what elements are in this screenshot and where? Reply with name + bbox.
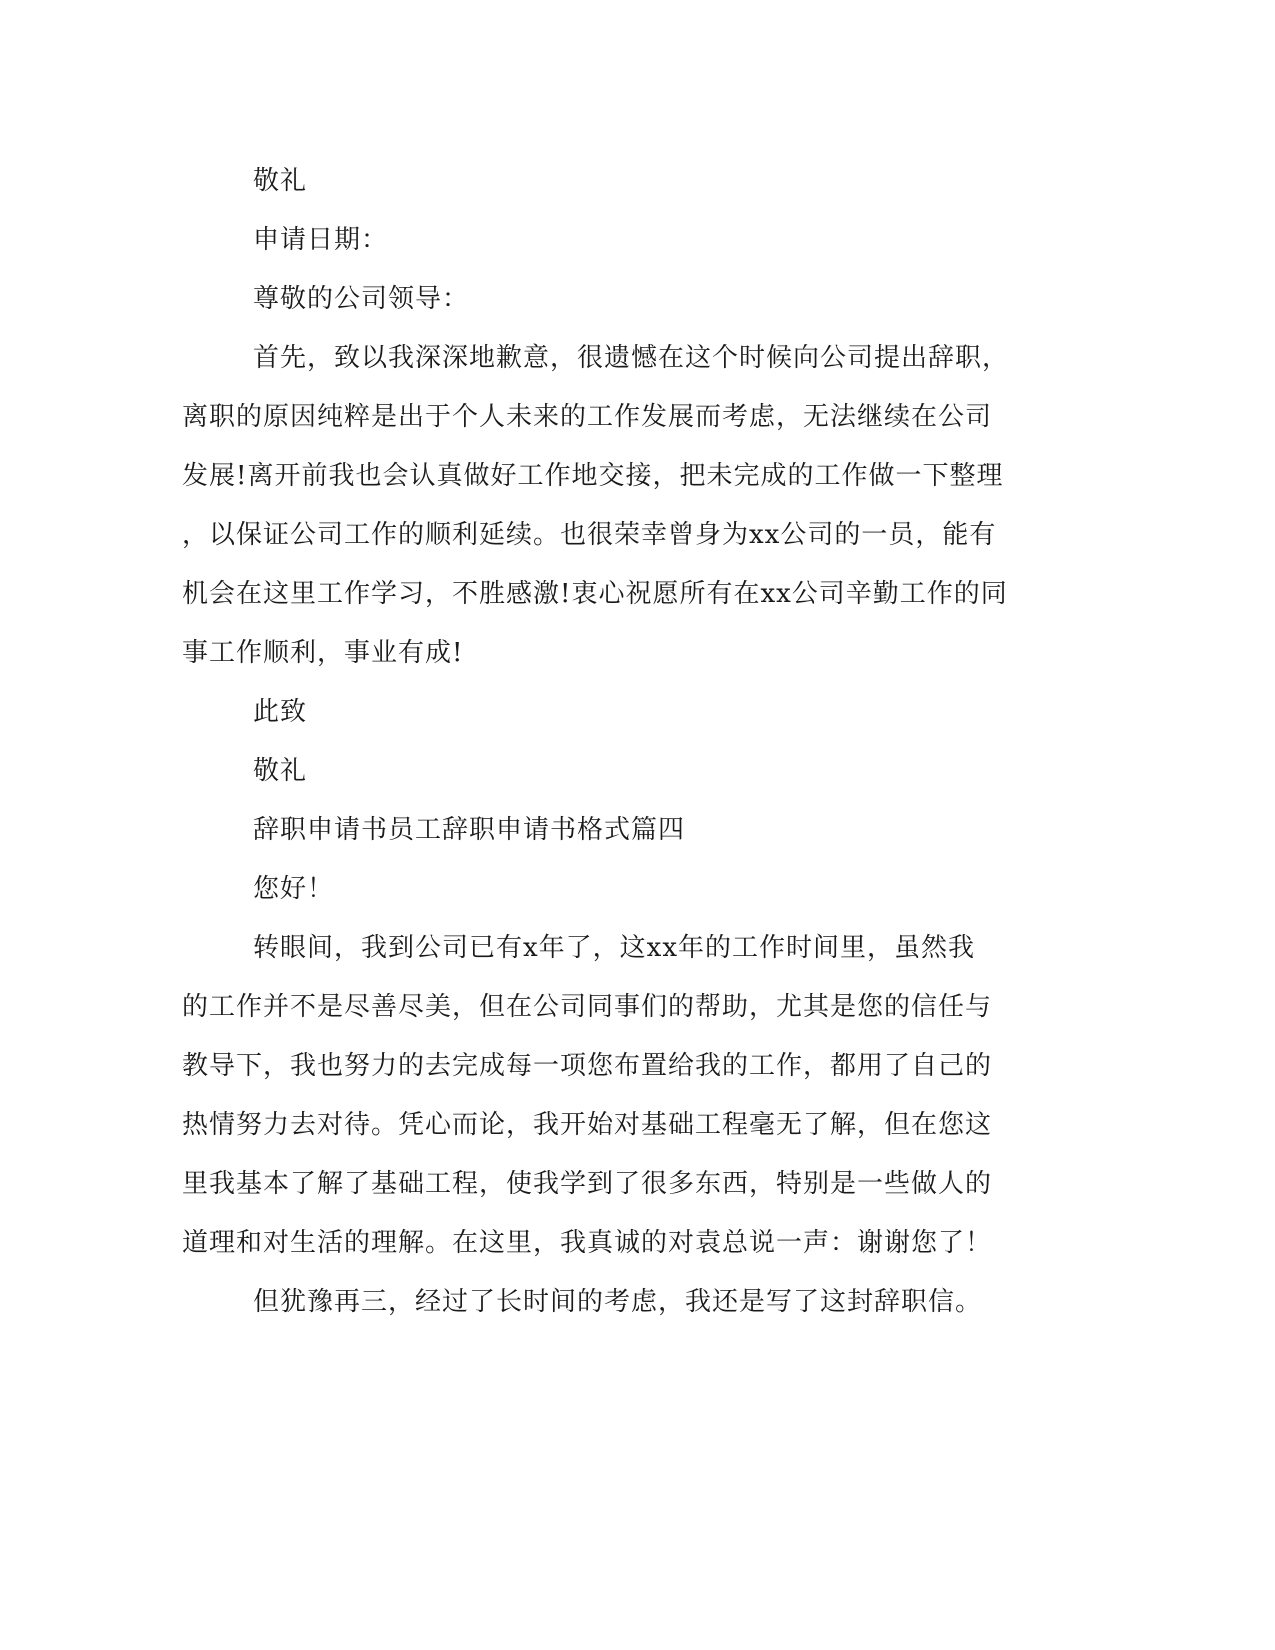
section-heading: 辞职申请书员工辞职申请书格式篇四 xyxy=(253,815,686,845)
paragraph-line: 事工作顺利，事业有成! xyxy=(182,638,464,668)
paragraph-line: 里我基本了解了基础工程，使我学到了很多东西，特别是一些做人的 xyxy=(182,1169,993,1199)
closing-phrase: 此致 xyxy=(253,697,308,727)
closing-salute: 敬礼 xyxy=(253,756,308,786)
paragraph-line: 道理和对生活的理解。在这里，我真诚的对袁总说一声：谢谢您了！ xyxy=(182,1228,993,1258)
paragraph-line: ，以保证公司工作的顺利延续。也很荣幸曾身为xx公司的一员，能有 xyxy=(182,520,997,550)
document-body xyxy=(182,152,1042,1332)
paragraph-line: 机会在这里工作学习，不胜感激!衷心祝愿所有在xx公司辛勤工作的同 xyxy=(182,579,1008,609)
paragraph-line: 发展!离开前我也会认真做好工作地交接，把未完成的工作做一下整理 xyxy=(182,461,1004,491)
paragraph-line: 离职的原因纯粹是出于个人未来的工作发展而考虑，无法继续在公司 xyxy=(182,402,993,432)
application-date: 申请日期： xyxy=(253,225,389,255)
greeting: 尊敬的公司领导： xyxy=(253,284,470,314)
paragraph-line: 教导下，我也努力的去完成每一项您布置给我的工作，都用了自己的 xyxy=(182,1051,993,1081)
greeting: 您好！ xyxy=(253,874,335,904)
closing-salute: 敬礼 xyxy=(253,166,308,196)
paragraph-line: 热情努力去对待。凭心而论，我开始对基础工程毫无了解，但在您这 xyxy=(182,1110,993,1140)
paragraph-line: 但犹豫再三，经过了长时间的考虑，我还是写了这封辞职信。 xyxy=(253,1287,983,1317)
paragraph-line: 转眼间，我到公司已有x年了，这xx年的工作时间里，虽然我 xyxy=(253,933,975,963)
paragraph-line: 首先，致以我深深地歉意，很遗憾在这个时候向公司提出辞职， xyxy=(253,343,1010,373)
paragraph-line: 的工作并不是尽善尽美，但在公司同事们的帮助，尤其是您的信任与 xyxy=(182,992,993,1022)
